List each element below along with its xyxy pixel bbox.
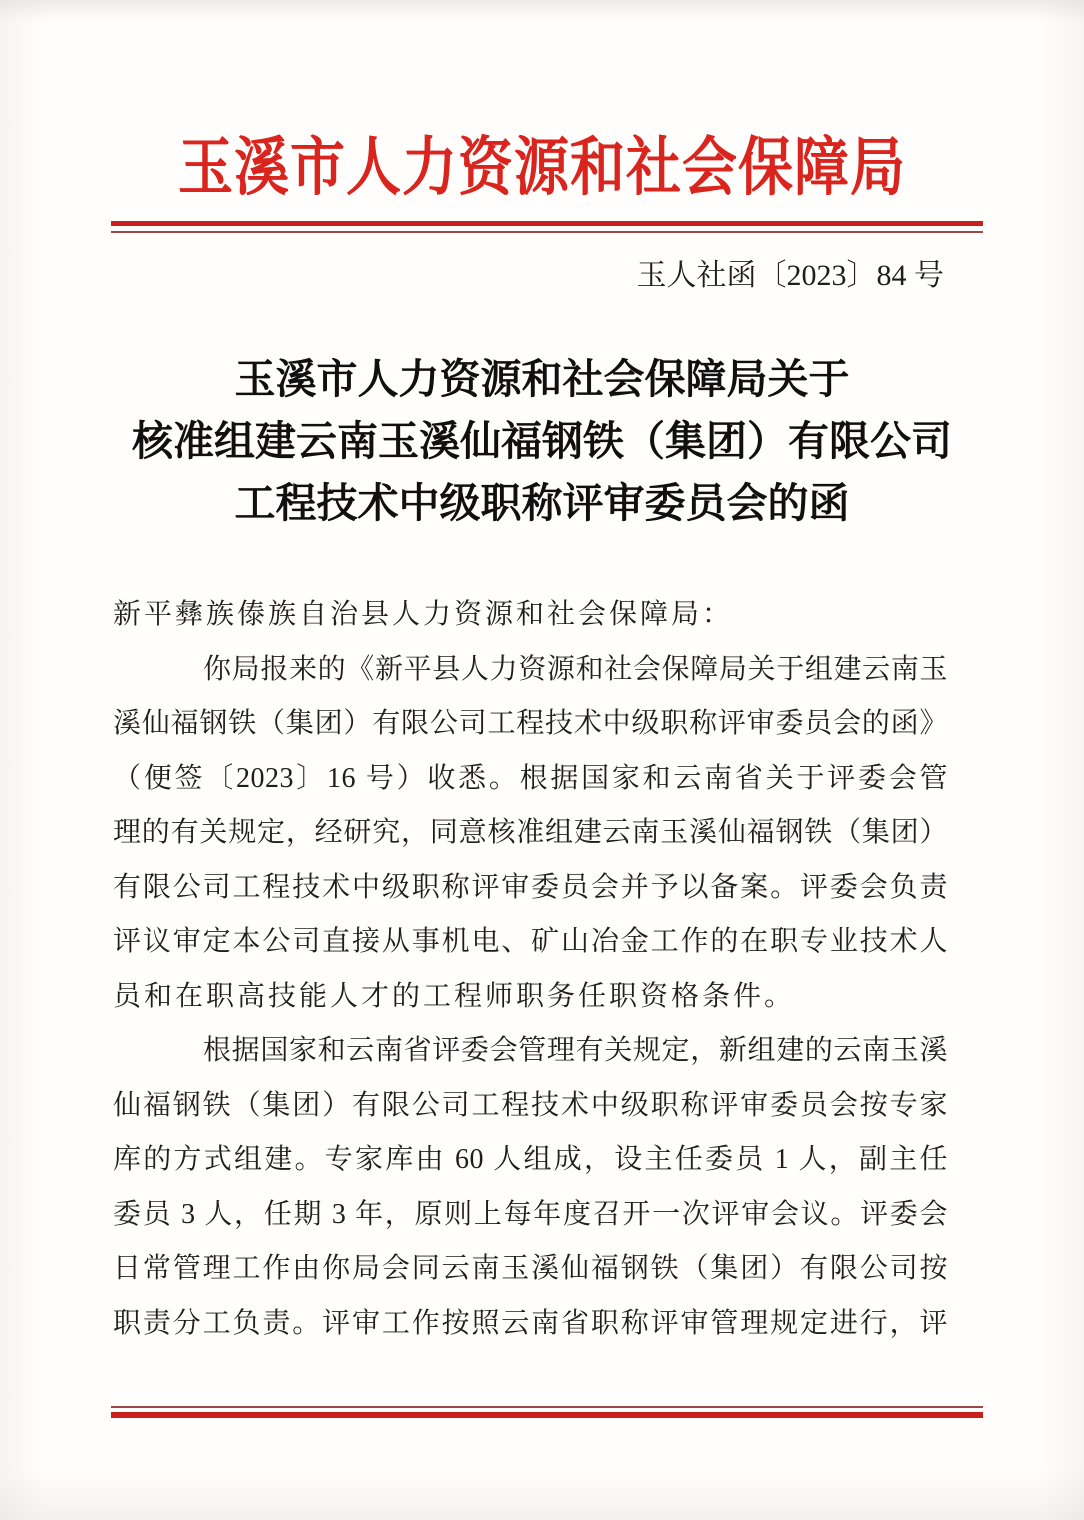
document-title-line-2: 核准组建云南玉溪仙福钢铁（集团）有限公司 (132, 418, 952, 464)
masthead-rule-thick (111, 221, 983, 226)
body-line: 评议审定本公司直接从事机电、矿山冶金工作的在职专业技术人 (113, 926, 948, 957)
body-line: 职责分工负责。评审工作按照云南省职称评审管理规定进行，评 (113, 1307, 948, 1339)
letter-body (113, 588, 948, 1351)
body-line: 有限公司工程技术中级职称评审委员会并予以备案。评委会负责 (113, 871, 948, 903)
document-title-line-1: 玉溪市人力资源和社会保障局关于 (234, 356, 850, 402)
document-title (0, 348, 1084, 534)
document-reference-number: 玉人社函〔2023〕84 号 (636, 259, 944, 292)
document-title-line-3: 工程技术中级职称评审委员会的函 (234, 480, 850, 526)
agency-masthead-title: 玉溪市人力资源和社会保障局 (177, 131, 906, 203)
footer-rule-thin (111, 1406, 983, 1408)
salutation-line: 新平彝族傣族自治县人力资源和社会保障局： (113, 599, 734, 630)
body-line: 日常管理工作由你局会同云南玉溪仙福钢铁（集团）有限公司按 (113, 1253, 948, 1284)
body-line: 仙福钢铁（集团）有限公司工程技术中级职称评审委员会按专家 (113, 1089, 948, 1121)
body-line: 根据国家和云南省评委会管理有关规定，新组建的云南玉溪 (203, 1035, 948, 1066)
body-line: 你局报来的《新平县人力资源和社会保障局关于组建云南玉 (203, 653, 948, 685)
masthead-rule-thin (111, 231, 983, 233)
body-line: （便签〔2023〕16 号）收悉。根据国家和云南省关于评委会管 (113, 762, 948, 794)
body-line: 理的有关规定，经研究，同意核准组建云南玉溪仙福钢铁（集团） (113, 817, 948, 848)
body-line: 库的方式组建。专家库由 60 人组成，设主任委员 1 人，副主任 (113, 1144, 948, 1175)
body-line: 溪仙福钢铁（集团）有限公司工程技术中级职称评审委员会的函》 (113, 708, 948, 739)
body-line: 委员 3 人，任期 3 年，原则上每年度召开一次评审会议。评委会 (113, 1198, 948, 1230)
footer-rule-thick (111, 1412, 983, 1418)
body-line: 员和在职高技能人才的工程师职务任职资格条件。 (113, 980, 796, 1012)
